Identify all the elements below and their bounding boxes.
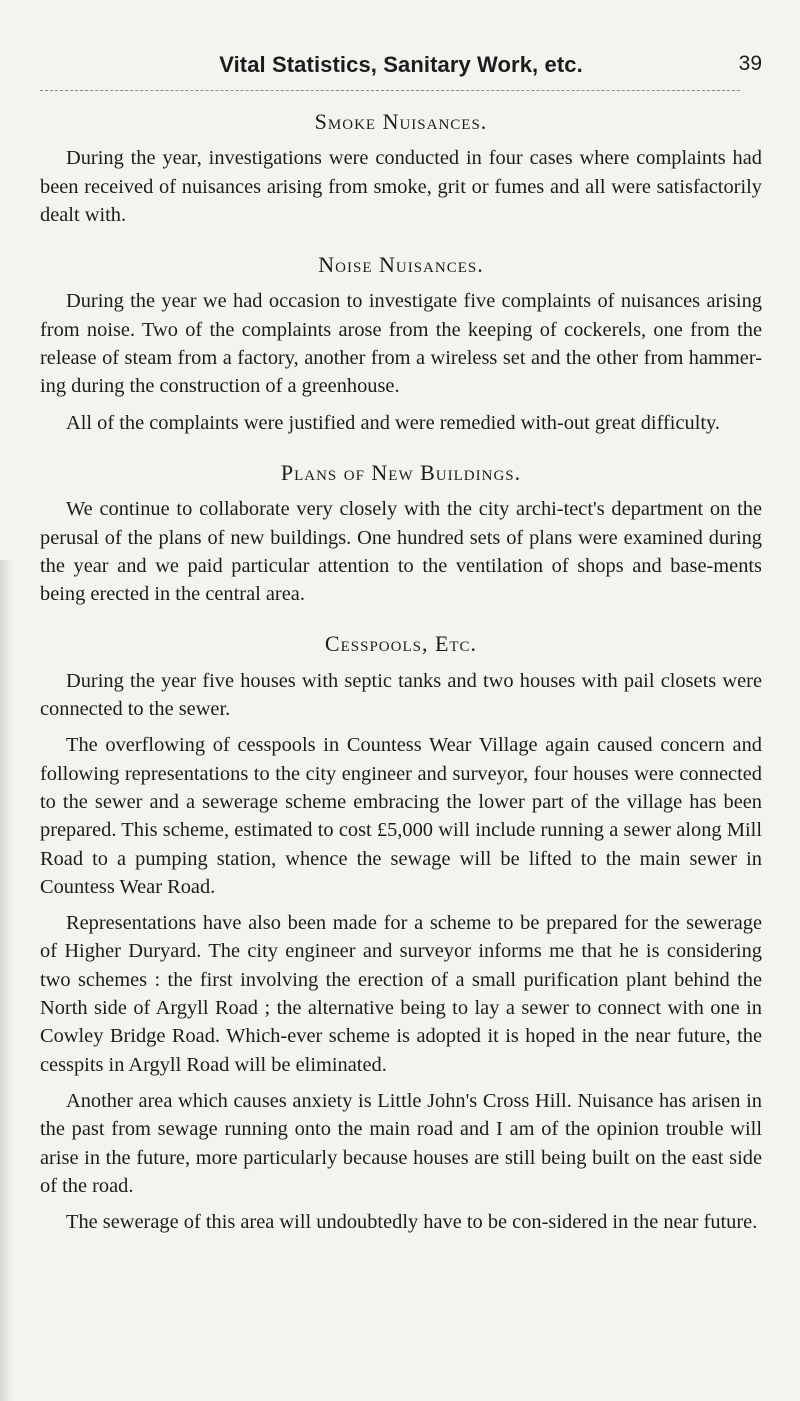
section-noise-nuisances: [40, 251, 762, 437]
section-heading: Smoke Nuisances.: [314, 109, 488, 134]
section-heading: Cesspools, Etc.: [324, 631, 478, 657]
binding-shadow: [0, 560, 14, 1401]
paragraph: During the year, investigations were conducted in four cases where complaints had been received of nuisances arising from smoke, grit or fumes and all were satisfactorily dealt with.: [40, 147, 762, 226]
body-text: [40, 108, 762, 1258]
paragraph: During the year we had occasion to investigate five complaints of nuisances arising from noise. Two of the complaints arose from the keeping of cockerels, one from the release of steam from a factory, another from a wireless set and the other from hammer-ing during the construction of a greenhouse.: [40, 290, 762, 398]
running-title: Vital Statistics, Sanitary Work, etc.: [219, 52, 583, 77]
header-rule: [40, 90, 740, 91]
paragraph: The sewerage of this area will undoubtedly have to be con-sidered in the near future.: [66, 1211, 758, 1234]
section-heading: Plans of New Buildings.: [280, 459, 522, 485]
section-smoke-nuisances: [40, 108, 762, 229]
section-cesspools: [40, 630, 762, 1236]
paragraph: During the year five houses with septic tanks and two houses with pail closets were connected to the sewer.: [40, 669, 762, 721]
paragraph: We continue to collaborate very closely with the city archi-tect's department on the perusal of the plans of new buildings. One hundred sets of plans were examined during the year and we paid particular attention to the ventilation of shops and base-ments being erected in the central area.: [40, 498, 762, 606]
paragraph: Another area which causes anxiety is Little John's Cross Hill. Nuisance has arisen in the past from sewage running onto the main road and I am of the opinion trouble will arise in the future, more particularly because houses are still being built on the east side of the road.: [40, 1089, 762, 1197]
page-number: 39: [738, 52, 762, 75]
running-header: [40, 52, 762, 82]
section-heading: Noise Nuisances.: [318, 252, 484, 278]
section-plans-of-new-buildings: [40, 459, 762, 608]
paragraph: All of the complaints were justified and were remedied with-out great difficulty.: [66, 411, 720, 434]
paragraph: The overflowing of cesspools in Countess Wear Village again caused concern and following representations to the city engineer and surveyor, four houses were connected to the sewer and a sewerage scheme embracing the lower part of the village has been prepared. This scheme, estimated to cost £5,000 will include running a sewer along Mill Road to a pumping station, whence the sewage will be lifted to the main sewer in Countess Wear Road.: [40, 734, 762, 898]
paragraph: Representations have also been made for a scheme to be prepared for the sewerage of Higher Duryard. The city engineer and surveyor informs me that he is considering two schemes : the first involving the erection of a small purification plant behind the North side of Argyll Road ; the alternative being to lay a sewer to connect with one in Cowley Bridge Road. Which-ever scheme is adopted it is hoped in the near future, the cesspits in Argyll Road will be eliminated.: [40, 912, 762, 1076]
